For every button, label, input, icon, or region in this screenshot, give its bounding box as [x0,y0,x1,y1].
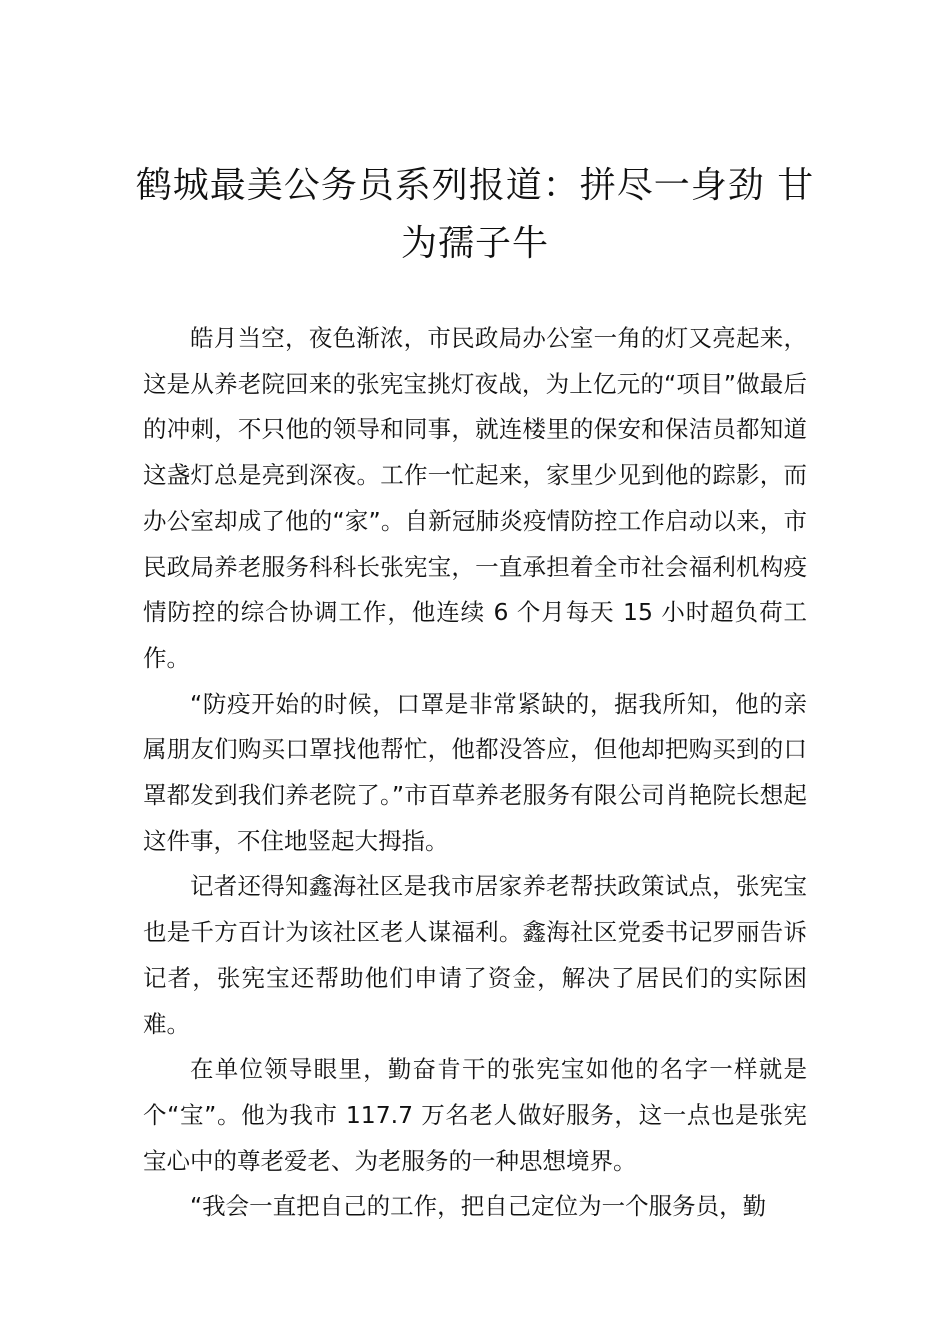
paragraph-2: “防疫开始的时候，口罩是非常紧缺的，据我所知，他的亲属朋友们购买口罩找他帮忙，他都没答应，但他却把购买到的口罩都发到我们养老院了。”市百草养老服务有限公司肖艳院长想起这件事，不住地竖起大拇指。 [143,689,807,855]
paragraph-4: 在单位领导眼里，勤奋肯干的张宪宝如他的名字一样就是个“宝”。他为我市 117.7 万名老人做好服务，这一点也是张宪宝心中的尊老爱老、为老服务的一种思想境界。 [143,1055,807,1175]
paragraph-3: 记者还得知鑫海社区是我市居家养老帮扶政策试点，张宪宝也是千方百计为该社区老人谋福利。鑫海社区党委书记罗丽告诉记者，张宪宝还帮助他们申请了资金，解决了居民们的实际困难。 [143,872,807,1038]
document-title: 鹤城最美公务员系列报道：拼尽一身劲 甘为孺子牛 [135,165,815,264]
paragraph-5: “我会一直把自己的工作，把自己定位为一个服务员，勤 [190,1192,767,1221]
paragraph-1: 皓月当空，夜色渐浓，市民政局办公室一角的灯又亮起来，这是从养老院回来的张宪宝挑灯夜战，为上亿元的“项目”做最后的冲刺，不只他的领导和同事，就连楼里的保安和保洁员都知道这盏灯总是亮到深夜。工作一忙起来，家里少见到他的踪影，而办公室却成了他的“家”。自新冠肺炎疫情防控工作启动以来，市民政局养老服务科科长张宪宝，一直承担着全市社会福利机构疫情防控的综合协调工作，他连续 6 个月每天 15 小时超负荷工作。 [143,324,807,672]
document-body [143,316,807,1230]
